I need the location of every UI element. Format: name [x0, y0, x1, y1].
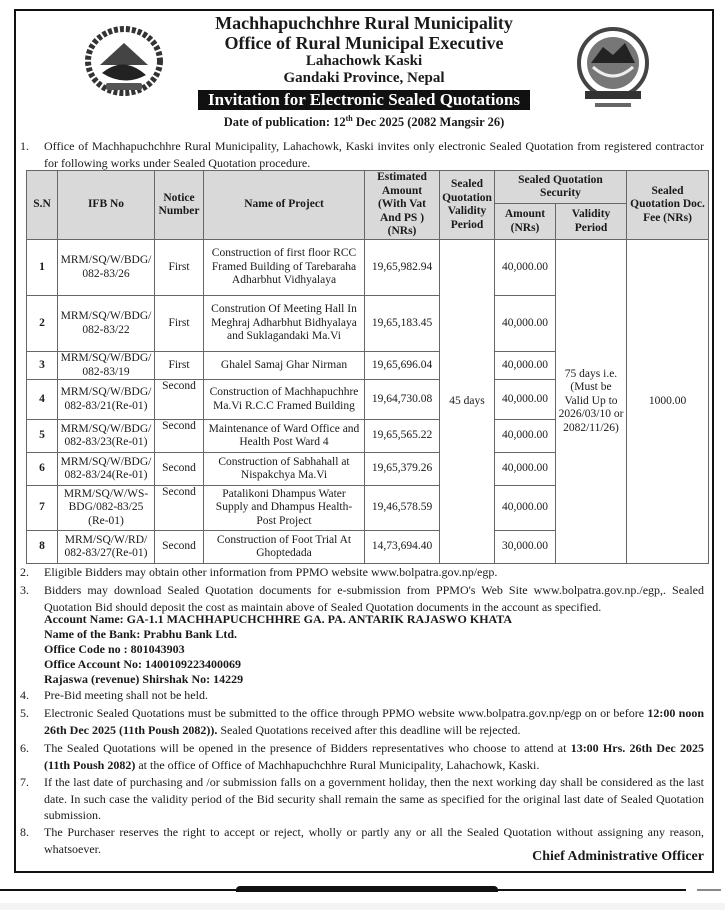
notice-title-banner: Invitation for Electronic Sealed Quotations — [198, 90, 530, 110]
clause-text: Eligible Bidders may obtain other information from PPMO website www.bolpatra.gov.np/egp. — [44, 565, 498, 579]
clause-text-part: Electronic Sealed Quotations must be submitted to the office through PPMO website www.bolpatra.gov.np/egp on or before — [44, 706, 648, 720]
cell-ifb-no: MRM/SQ/W/BDG/ 082-83/23(Re-01) — [58, 420, 155, 453]
cell-notice-number: Second — [155, 380, 204, 420]
clause-number: 6. — [20, 741, 29, 755]
cell-project-name: Constrution Of Meeting Hall In Meghraj Adharbhut Bidhyalaya and Suklagandaki Ma.Vi — [204, 296, 365, 352]
cell-ifb-no: MRM/SQ/W/WS- BDG/082-83/25 (Re-01) — [58, 486, 155, 531]
cell-sn: 7 — [27, 486, 58, 531]
cell-sn: 6 — [27, 453, 58, 486]
clause-number: 4. — [20, 688, 29, 702]
cell-security-validity: 75 days i.e. (Must be Valid Up to 2026/03/10 or 2082/11/26) — [556, 240, 627, 564]
submission-deadline: 12:00 noon 26th Dec 2025 (11th Poush 2082)). — [44, 706, 705, 737]
cell-doc-fee: 1000.00 — [627, 240, 709, 564]
clause-text: Office of Machhapuchchhre Rural Municipality, Lahachowk, Kaski invites only electronic Sealed Quotation from registered contractor for following works under Sealed Quotation procedure. — [44, 139, 704, 170]
clause-number: 1. — [20, 139, 29, 153]
clause-3 — [20, 582, 704, 615]
cell-ifb-no: MRM/SQ/W/BDG/ 082-83/21(Re-01) — [58, 380, 155, 420]
cell-sn: 4 — [27, 380, 58, 420]
col-doc-fee: Sealed Quotation Doc. Fee (NRs) — [627, 171, 709, 240]
clause-text: Pre-Bid meeting shall not be held. — [44, 688, 208, 702]
cell-estimated-amount: 14,73,694.40 — [365, 531, 440, 564]
cell-estimated-amount: 19,46,578.59 — [365, 486, 440, 531]
province: Gandaki Province, Nepal — [283, 70, 445, 86]
cell-estimated-amount: 19,65,379.26 — [365, 453, 440, 486]
cell-estimated-amount: 19,65,565.22 — [365, 420, 440, 453]
publication-date — [16, 110, 712, 131]
col-ifb: IFB No — [58, 171, 155, 240]
col-security-amount: Amount (NRs) — [495, 204, 556, 240]
clause-number: 2. — [20, 565, 29, 579]
col-project: Name of Project — [204, 171, 365, 240]
bank-name: Name of the Bank: Prabhu Bank Ltd. — [44, 627, 238, 641]
cell-notice-number: Second — [155, 531, 204, 564]
clause-number: 3. — [20, 583, 29, 597]
bottom-dash — [697, 889, 721, 891]
cell-ifb-no: MRM/SQ/W/BDG/ 082-83/22 — [58, 296, 155, 352]
cell-security-amount: 30,000.00 — [495, 531, 556, 564]
cell-notice-number: First — [155, 240, 204, 296]
cell-estimated-amount: 19,65,696.04 — [365, 352, 440, 380]
office-account-number: Office Account No: 1400109223400069 — [44, 657, 241, 671]
office-code: Office Code no : 801043903 — [44, 642, 185, 656]
clause-text — [44, 740, 704, 773]
cell-sn: 5 — [27, 420, 58, 453]
location: Lahachowk Kaski — [305, 53, 423, 69]
opening-time: 13:00 Hrs. 26th Dec 2025 (11th Poush 2082) — [44, 741, 704, 772]
cell-project-name: Patalikoni Dhampus Water Supply and Dhampus Health-Post Project — [204, 486, 365, 531]
cell-sn: 1 — [27, 240, 58, 296]
clause-text: If the last date of purchasing and /or submission falls on a government holiday, then the next working day shall be considered as the last date. In such case the validity period of the Bid security shall remain the same as specified for the original last date of Sealed Quotation submission. — [44, 775, 704, 822]
cell-security-amount: 40,000.00 — [495, 453, 556, 486]
col-validity: Sealed Quotation Validity Period — [440, 171, 495, 240]
clause-6 — [20, 740, 704, 773]
cell-project-name: Construction of Machhapuchhre Ma.Vi R.C.C Framed Building — [204, 380, 365, 420]
clause-1 — [20, 138, 704, 171]
cell-project-name: Ghalel Samaj Ghar Nirman — [204, 352, 365, 380]
office-name: Office of Rural Municipal Executive — [224, 33, 504, 53]
cell-sn: 3 — [27, 352, 58, 380]
pub-date-sup: th — [345, 114, 353, 123]
cell-estimated-amount: 19,64,730.08 — [365, 380, 440, 420]
clause-text-part: Sealed Quotations received after this deadline will be rejected. — [217, 722, 521, 737]
cell-notice-number: First — [155, 352, 204, 380]
col-sn: S.N — [27, 171, 58, 240]
cell-security-amount: 40,000.00 — [495, 380, 556, 420]
header — [16, 13, 712, 131]
clause-number: 5. — [20, 706, 29, 720]
clause-number: 8. — [20, 825, 29, 839]
cell-ifb-no: MRM/SQ/W/BDG/ 082-83/26 — [58, 240, 155, 296]
cell-project-name: Construction of Foot Trial At Ghoptedada — [204, 531, 365, 564]
cell-security-amount: 40,000.00 — [495, 240, 556, 296]
bottom-shade — [0, 903, 725, 910]
cell-ifb-no: MRM/SQ/W/RD/ 082-83/27(Re-01) — [58, 531, 155, 564]
col-notice: Notice Number — [155, 171, 204, 240]
col-estimated: Estimated Amount (With Vat And PS ) (NRs) — [365, 171, 440, 240]
clause-number: 7. — [20, 775, 29, 789]
cell-estimated-amount: 19,65,982.94 — [365, 240, 440, 296]
cell-notice-number: Second — [155, 453, 204, 486]
quotation-table — [26, 170, 709, 564]
pub-date-prefix: Date of publication: 12 — [223, 115, 346, 130]
cell-project-name: Maintenance of Ward Office and Health Post Ward 4 — [204, 420, 365, 453]
clause-text-part: at the office of Office of Machhapuchchhre Rural Municipality, Lahachowk, Kaski. — [135, 757, 540, 772]
account-name: Account Name: GA-1.1 MACHHAPUCHCHHRE GA. PA. ANTARIK RAJASWO KHATA — [44, 612, 513, 626]
cell-notice-number: Second — [155, 420, 204, 453]
cell-project-name: Construction of first floor RCC Framed Building of Tarebaraha Adharbhut Vidhyalaya — [204, 240, 365, 296]
home-indicator-handle[interactable] — [236, 886, 498, 892]
cell-security-amount: 40,000.00 — [495, 486, 556, 531]
cell-sn: 8 — [27, 531, 58, 564]
revenue-heading-number: Rajaswa (revenue) Shirshak No: 14229 — [44, 672, 244, 686]
clause-7 — [20, 774, 704, 824]
clause-text — [44, 705, 704, 738]
cell-notice-number: Second — [155, 486, 204, 531]
notice-frame — [14, 9, 714, 873]
cell-security-amount: 40,000.00 — [495, 420, 556, 453]
pub-date-suffix: Dec 2025 (2082 Mangsir 26) — [352, 115, 505, 130]
clause-text: The Purchaser reserves the right to accept or reject, wholly or partly any or all the Sealed Quotation without assigning any reason, whatsoever. — [44, 825, 704, 856]
col-security-validity: Validity Period — [556, 204, 627, 240]
clause-2 — [20, 564, 704, 581]
cell-security-amount: 40,000.00 — [495, 352, 556, 380]
signatory-title: Chief Administrative Officer — [532, 849, 704, 864]
cell-validity-period: 45 days — [440, 240, 495, 564]
clause-text-part: The Sealed Quotations will be opened in the presence of Bidders representatives who choose to attend at — [44, 741, 571, 755]
cell-ifb-no: MRM/SQ/W/BDG/ 082-83/19 — [58, 352, 155, 380]
cell-estimated-amount: 19,65,183.45 — [365, 296, 440, 352]
cell-project-name: Construction of Sabhahall at Nispakchya Ma.Vi — [204, 453, 365, 486]
cell-ifb-no: MRM/SQ/W/BDG/ 082-83/24(Re-01) — [58, 453, 155, 486]
col-security: Sealed Quotation Security — [495, 171, 627, 204]
clause-4 — [20, 687, 704, 704]
cell-notice-number: First — [155, 296, 204, 352]
cell-security-amount: 40,000.00 — [495, 296, 556, 352]
clause-5 — [20, 705, 704, 738]
municipality-name: Machhapuchchhre Rural Municipality — [215, 13, 513, 33]
cell-sn: 2 — [27, 296, 58, 352]
table-row — [27, 240, 709, 296]
clause-text: Bidders may download Sealed Quotation documents for e-submission from PPMO's Web Site www.bolpatra.gov.np./egp,. Sealed Quotation Bid should deposit the cost as maintain above of Sealed Quotation documents in the account as specified. — [44, 583, 704, 614]
